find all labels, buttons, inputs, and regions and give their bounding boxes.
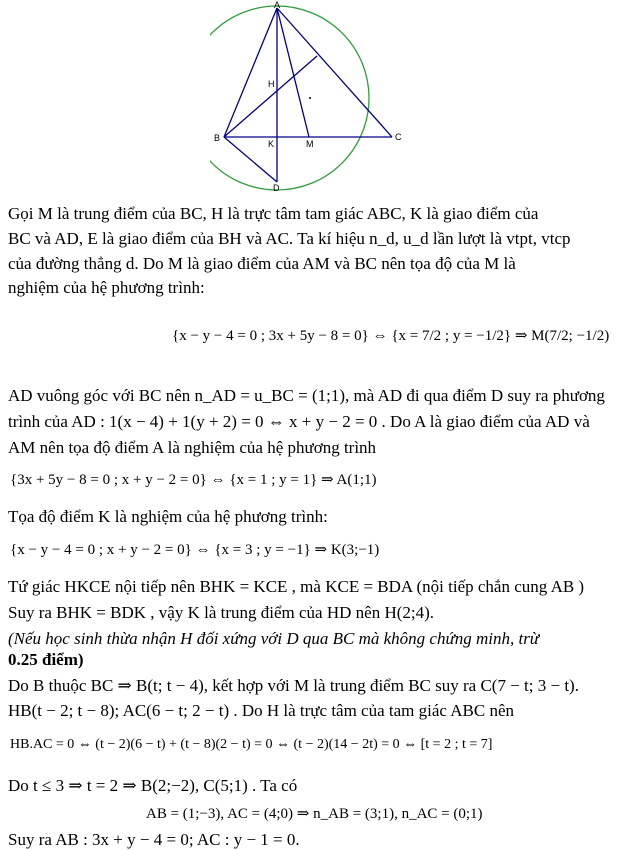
equation-orthocenter: HB.AC = 0 ⇔ (t − 2)(6 − t) + (t − 8)(2 − t) = 0 ⇔ (t − 2)(14 − 2t) = 0 ⇔ [t = 2 ; t = 7] xyxy=(10,737,493,752)
paragraph-line: BC và AD, E là giao điểm của BH và AC. Ta kí hiệu n_d, u_d lần lượt là vtpt, vtcp xyxy=(8,229,571,248)
paragraph-line: Tứ giác HKCE nội tiếp nên BHK = KCE , mà KCE = BDA (nội tiếp chắn cung AB ) xyxy=(8,577,585,596)
circumcircle xyxy=(210,6,369,190)
label-b: B xyxy=(214,133,221,143)
label-d: D xyxy=(273,183,280,192)
center-dot xyxy=(309,97,311,99)
note-line: 0.25 điểm) xyxy=(8,650,84,669)
equation-system-k: {x − y − 4 = 0 ; x + y − 2 = 0} ⇔ {x = 3 ; y = −1} ⇒ K(3;−1) xyxy=(10,542,380,558)
paragraph-line: Tọa độ điểm K là nghiệm của hệ phương trình: xyxy=(8,507,328,526)
geometry-figure xyxy=(210,0,410,192)
paragraph-line: Suy ra BHK = BDK , vậy K là trung điểm của HD nên H(2;4). xyxy=(8,603,435,622)
segment-ac xyxy=(277,8,392,137)
equation-system-m: {x − y − 4 = 0 ; 3x + 5y − 8 = 0} ⇔ {x = 7/2 ; y = −1/2} ⇒ M(7/2; −1/2) xyxy=(172,328,610,344)
paragraph-line: AM nên tọa độ điểm A là nghiệm của hệ phương trình xyxy=(8,438,377,457)
paragraph-line: trình của AD : 1(x − 4) + 1(y + 2) = 0 ⇔ x + y − 2 = 0 . Do A là giao điểm của AD và xyxy=(8,412,590,431)
segment-bh xyxy=(224,56,317,137)
label-k: K xyxy=(268,139,275,149)
segment-am xyxy=(277,8,309,137)
paragraph-line: Do B thuộc BC ⇒ B(t; t − 4), kết hợp với M là trung điểm BC suy ra C(7 − t; 3 − t). xyxy=(8,676,579,695)
label-c: C xyxy=(395,132,402,142)
note-line: (Nếu học sinh thừa nhận H đối xứng với D qua BC mà không chứng minh, trừ xyxy=(8,629,540,648)
paragraph-line: Suy ra AB : 3x + y − 4 = 0; AC : y − 1 = 0. xyxy=(8,830,300,849)
paragraph-line: của đường thẳng d. Do M là giao điểm của AM và BC nên tọa độ của M là xyxy=(8,254,516,273)
paragraph-line: HB(t − 2; t − 8); AC(6 − t; 2 − t) . Do H là trực tâm của tam giác ABC nên xyxy=(8,701,515,720)
paragraph-line: nghiệm của hệ phương trình: xyxy=(8,278,205,297)
equation-system-a: {3x + 5y − 8 = 0 ; x + y − 2 = 0} ⇔ {x = 1 ; y = 1} ⇒ A(1;1) xyxy=(10,472,377,488)
equation-vectors: AB = (1;−3), AC = (4;0) ⇒ n_AB = (3;1), n_AC = (0;1) xyxy=(146,806,483,822)
label-h: H xyxy=(268,79,275,89)
label-m: M xyxy=(306,139,314,149)
paragraph-line: Gọi M là trung điểm của BC, H là trực tâm tam giác ABC, K là giao điểm của xyxy=(8,204,539,223)
label-a: A xyxy=(274,0,281,10)
segment-ab xyxy=(224,8,277,137)
paragraph-line: AD vuông góc với BC nên n_AD = u_BC = (1;1), mà AD đi qua điểm D suy ra phương xyxy=(8,386,605,405)
paragraph-line: Do t ≤ 3 ⇒ t = 2 ⇒ B(2;−2), C(5;1) . Ta có xyxy=(8,776,298,795)
